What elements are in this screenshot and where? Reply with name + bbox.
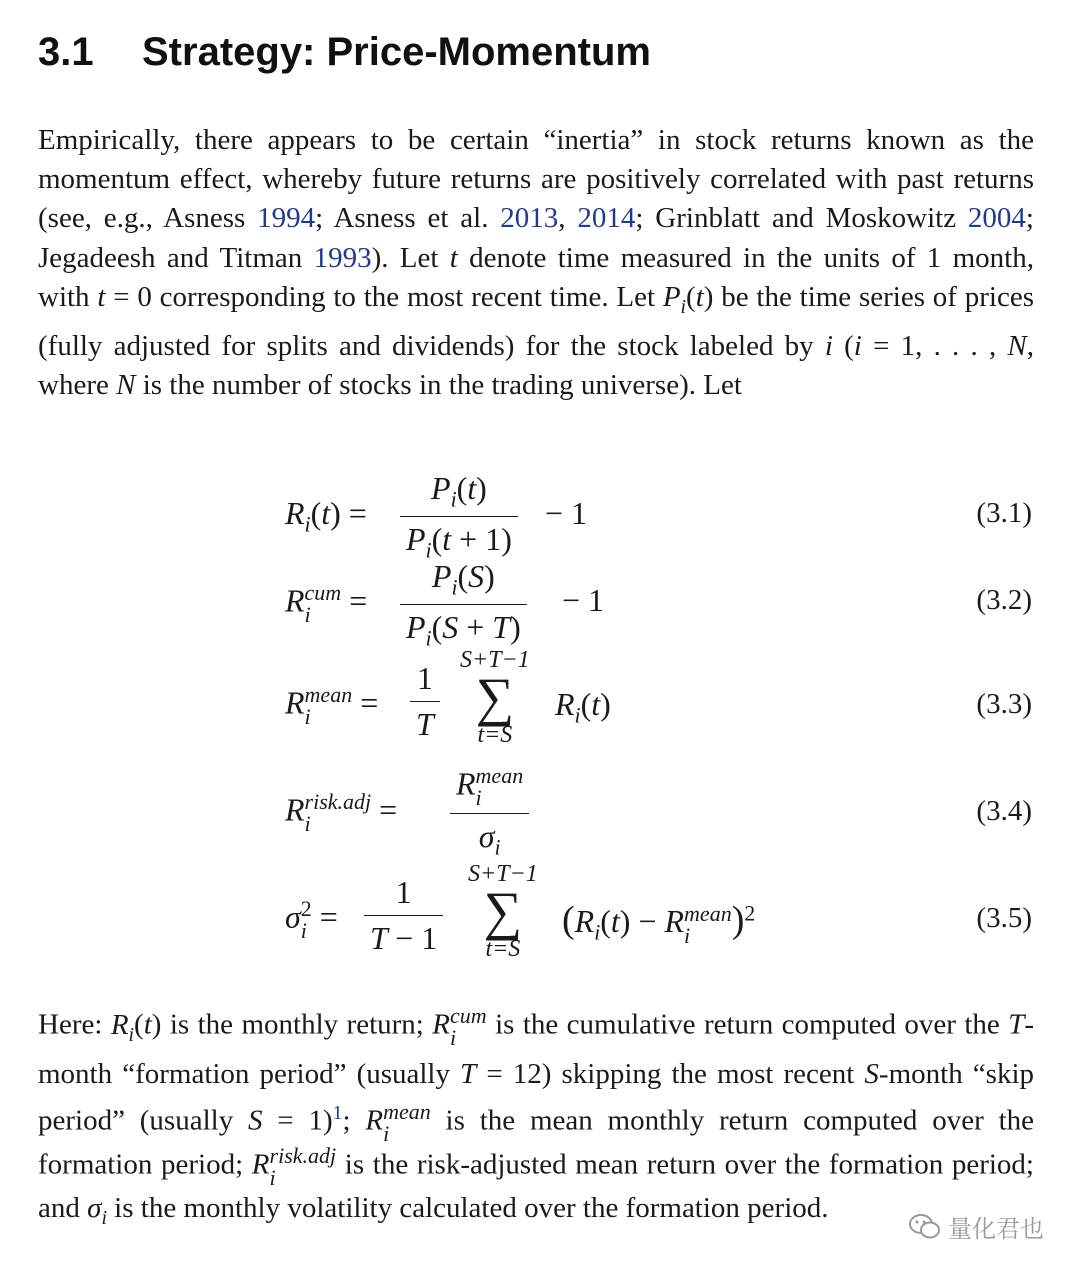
intro-paragraph: Empirically, there appears to be certain “inertia” in stock returns known as the momentum effect, whereby future returns are positively correlated with past returns (see, e.g., Asness 1994; Asness et al. 2013, 2014; Grinblatt and Moskowitz 2004; Jegadeesh and Titman 1993). Let t denote time measured in the units of 1 month, with t = 0 corresponding to the most recent time. Let $P_i(t)$ be the time series of prices (fully adjusted for splits and dividends) for the stock labeled by i (i = 1, . . . , N, where N is the number of stocks in the trading universe). Let <box>38 124 1035 402</box>
citation-link[interactable]: 2014 <box>577 202 636 235</box>
wechat-icon <box>908 1213 942 1247</box>
section-number: 3.1 <box>38 30 94 74</box>
watermark-text: 量化君也 <box>948 1215 1044 1243</box>
citation-link[interactable]: 2004 <box>967 202 1026 235</box>
section-title: Strategy: Price-Momentum <box>142 30 651 74</box>
equation-number: (3.5) <box>976 902 1032 934</box>
citation-link[interactable]: 2013 <box>500 202 559 235</box>
citation-link[interactable]: 1993 <box>313 241 372 274</box>
equation-number: (3.1) <box>976 497 1032 529</box>
equation-number: (3.4) <box>976 795 1032 827</box>
equation-number: (3.3) <box>976 688 1032 720</box>
definitions-paragraph: Here: $R_i(t)$ is the monthly return; R cum i is the cumulative return computed over the T-month “formation period” (usually T = 12) skipping the most recent S-month “skip period” (usually S = 1)$^1$; R mean i is the mean monthly return computed over the formation period; R risk.adj i is the risk-adjusted mean return over the formation period; and $\sigma_i$ is the monthly volatility calculated over the formation period. <box>38 1003 1035 1229</box>
watermark <box>908 1209 1044 1247</box>
citation-link[interactable]: 1994 <box>257 202 316 235</box>
equation-number: (3.2) <box>976 584 1032 616</box>
footnote-link[interactable]: 1 <box>332 1101 343 1124</box>
section-heading <box>38 30 651 75</box>
